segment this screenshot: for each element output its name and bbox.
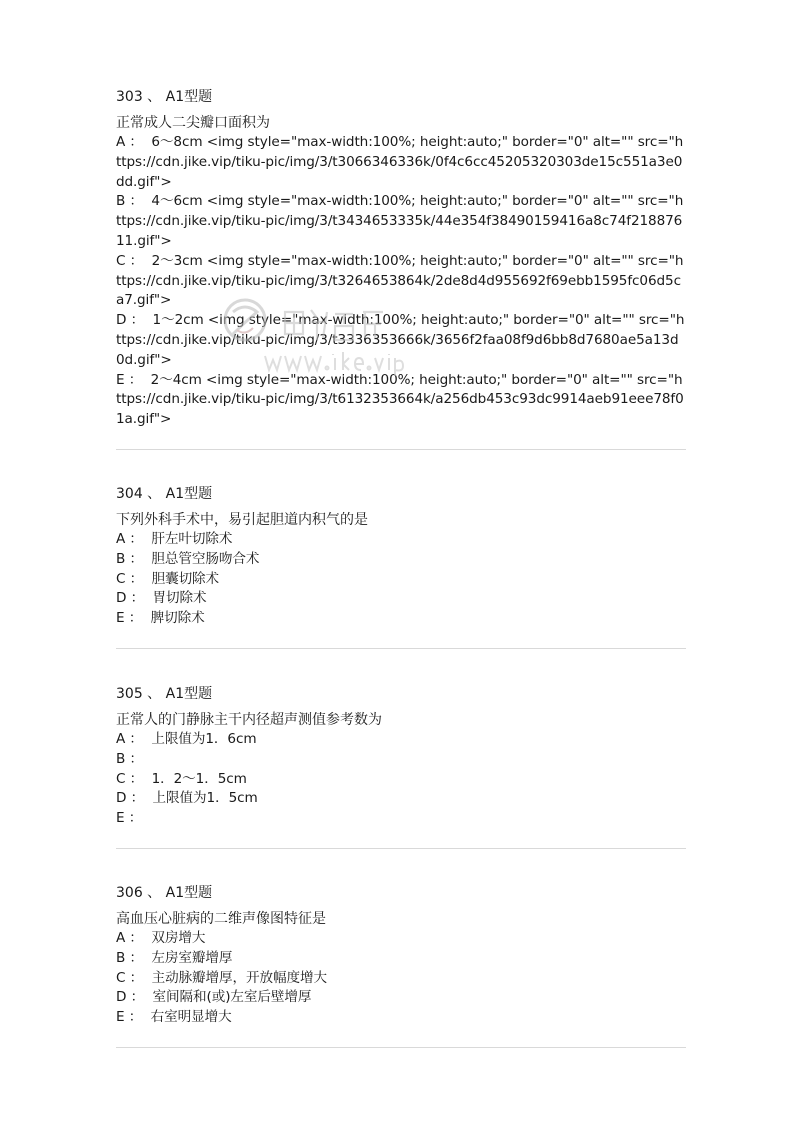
option-text: 胆总管空肠吻合术	[151, 550, 260, 567]
option-letter: B	[116, 193, 126, 210]
option-c: C ： 主动脉瓣增厚，开放幅度增大	[116, 969, 327, 986]
option-text: 上限值为1．6cm	[151, 731, 257, 747]
option-text: 2～4cm <img style="max-width:100%; height:auto;" border="0" alt="" src="https://cdn.jike.vip/tiku-pic/img/3/t6132353664k/a256db453c93dc9914aeb91eee78f01a.gif">	[116, 371, 684, 428]
option-text: 上限值为1．5cm	[152, 790, 258, 807]
option-letter: A	[116, 731, 126, 747]
question-306	[116, 883, 686, 1028]
question-header: 306 、 A1型题	[116, 885, 213, 901]
option-text: 脾切除术	[150, 610, 205, 627]
option-d: D ： 室间隔和(或)左室后壁增厚	[116, 989, 312, 1006]
option-text: 2～3cm <img style="max-width:100%; height:auto;" border="0" alt="" src="https://cdn.jike.vip/tiku-pic/img/3/t3264653864k/2de8d4d955692f69ebb1595fc06d5ca7.gif">	[116, 252, 684, 309]
option-letter: E	[116, 610, 125, 627]
option-list	[116, 730, 686, 829]
option-e: E ： 右室明显增大	[116, 1009, 232, 1026]
option-letter: A	[116, 930, 126, 946]
question-header: 305 、 A1型题	[116, 686, 213, 702]
question-303	[116, 87, 686, 430]
option-d: D ： 1～2cm <img style="max-width:100%; height:auto;" border="0" alt="" src="https://cdn.jike.vip/tiku-pic/img/3/t3336353666k/3656f2faa08f9d6bb8d7680ae5a13d0d.gif">	[116, 312, 685, 368]
option-b: B ：	[116, 750, 148, 767]
option-text: 1～2cm <img style="max-width:100%; height:auto;" border="0" alt="" src="https://cdn.jike.vip/tiku-pic/img/3/t3336353666k/3656f2faa08f9d6bb8d7680ae5a13d0d.gif">	[116, 312, 685, 368]
question-stem: 下列外科手术中，易引起胆道内积气的是	[116, 512, 368, 528]
option-d: D ： 胃切除术	[116, 590, 207, 607]
option-letter: C	[116, 969, 126, 986]
option-letter: A	[116, 134, 126, 150]
option-letter: E	[116, 371, 125, 388]
option-c: C ： 2～3cm <img style="max-width:100%; height:auto;" border="0" alt="" src="https://cdn.jike.vip/tiku-pic/img/3/t3264653864k/2de8d4d955692f69ebb1595fc06d5ca7.gif">	[116, 252, 684, 309]
option-a: A ： 上限值为1．6cm	[116, 731, 257, 747]
option-d: D ： 上限值为1．5cm	[116, 790, 258, 807]
option-text: 肝左叶切除术	[151, 531, 233, 547]
question-stem: 正常成人二尖瓣口面积为	[116, 115, 270, 131]
option-c: C ： 1．2～1．5cm	[116, 770, 247, 787]
option-letter: A	[116, 531, 126, 547]
option-a: A ： 肝左叶切除术	[116, 531, 233, 547]
option-text: 主动脉瓣增厚，开放幅度增大	[151, 969, 327, 986]
option-text: 4～6cm <img style="max-width:100%; height:auto;" border="0" alt="" src="https://cdn.jike.vip/tiku-pic/img/3/t3434653335k/44e354f38490159416a8c74f21887611.gif">	[116, 193, 684, 249]
option-e: E ： 脾切除术	[116, 610, 205, 627]
option-text: 胃切除术	[152, 590, 207, 607]
option-letter: C	[116, 770, 126, 787]
option-letter: B	[116, 949, 126, 966]
option-b: B ： 4～6cm <img style="max-width:100%; height:auto;" border="0" alt="" src="https://cdn.jike.vip/tiku-pic/img/3/t3434653335k/44e354f38490159416a8c74f21887611.gif">	[116, 193, 684, 249]
option-letter: E	[116, 1009, 125, 1026]
option-e: E ： 2～4cm <img style="max-width:100%; height:auto;" border="0" alt="" src="https://cdn.jike.vip/tiku-pic/img/3/t6132353664k/a256db453c93dc9914aeb91eee78f01a.gif">	[116, 371, 684, 428]
option-letter: D	[116, 989, 127, 1006]
question-header: 303 、 A1型题	[116, 89, 213, 105]
question-stem: 正常人的门静脉主干内径超声测值参考数为	[116, 712, 382, 728]
option-a: A ： 6～8cm <img style="max-width:100%; height:auto;" border="0" alt="" src="https://cdn.jike.vip/tiku-pic/img/3/t3066346336k/0f4c6cc45205320303de15c551a3e0dd.gif">	[116, 134, 684, 190]
option-text: 双房增大	[151, 930, 206, 946]
option-letter: C	[116, 252, 126, 269]
option-text: 室间隔和(或)左室后壁增厚	[152, 989, 312, 1006]
option-text: 右室明显增大	[150, 1009, 232, 1026]
option-letter: D	[116, 790, 127, 807]
question-stem: 高血压心脏病的二维声像图特征是	[116, 911, 326, 927]
option-list	[116, 929, 686, 1028]
option-a: A ： 双房增大	[116, 930, 206, 946]
question-header: 304 、 A1型题	[116, 486, 213, 502]
option-letter: B	[116, 550, 126, 567]
question-304	[116, 484, 686, 629]
option-list	[116, 530, 686, 629]
option-text: 胆囊切除术	[151, 570, 220, 587]
section-divider	[116, 449, 686, 450]
option-letter: C	[116, 570, 126, 587]
option-b: B ： 胆总管空肠吻合术	[116, 550, 260, 567]
option-letter: B	[116, 750, 126, 767]
option-e: E ：	[116, 810, 147, 827]
section-divider	[116, 1047, 686, 1048]
option-list	[116, 133, 686, 430]
option-b: B ： 左房室瓣增厚	[116, 949, 233, 966]
section-divider	[116, 848, 686, 849]
option-letter: E	[116, 810, 125, 827]
option-text: 6～8cm <img style="max-width:100%; height:auto;" border="0" alt="" src="https://cdn.jike.vip/tiku-pic/img/3/t3066346336k/0f4c6cc45205320303de15c551a3e0dd.gif">	[116, 134, 684, 190]
option-text: 左房室瓣增厚	[151, 949, 233, 966]
option-text: 1．2～1．5cm	[151, 770, 247, 787]
option-c: C ： 胆囊切除术	[116, 570, 220, 587]
section-divider	[116, 648, 686, 649]
option-letter: D	[116, 590, 127, 607]
option-letter: D	[116, 312, 127, 329]
question-305	[116, 684, 686, 829]
